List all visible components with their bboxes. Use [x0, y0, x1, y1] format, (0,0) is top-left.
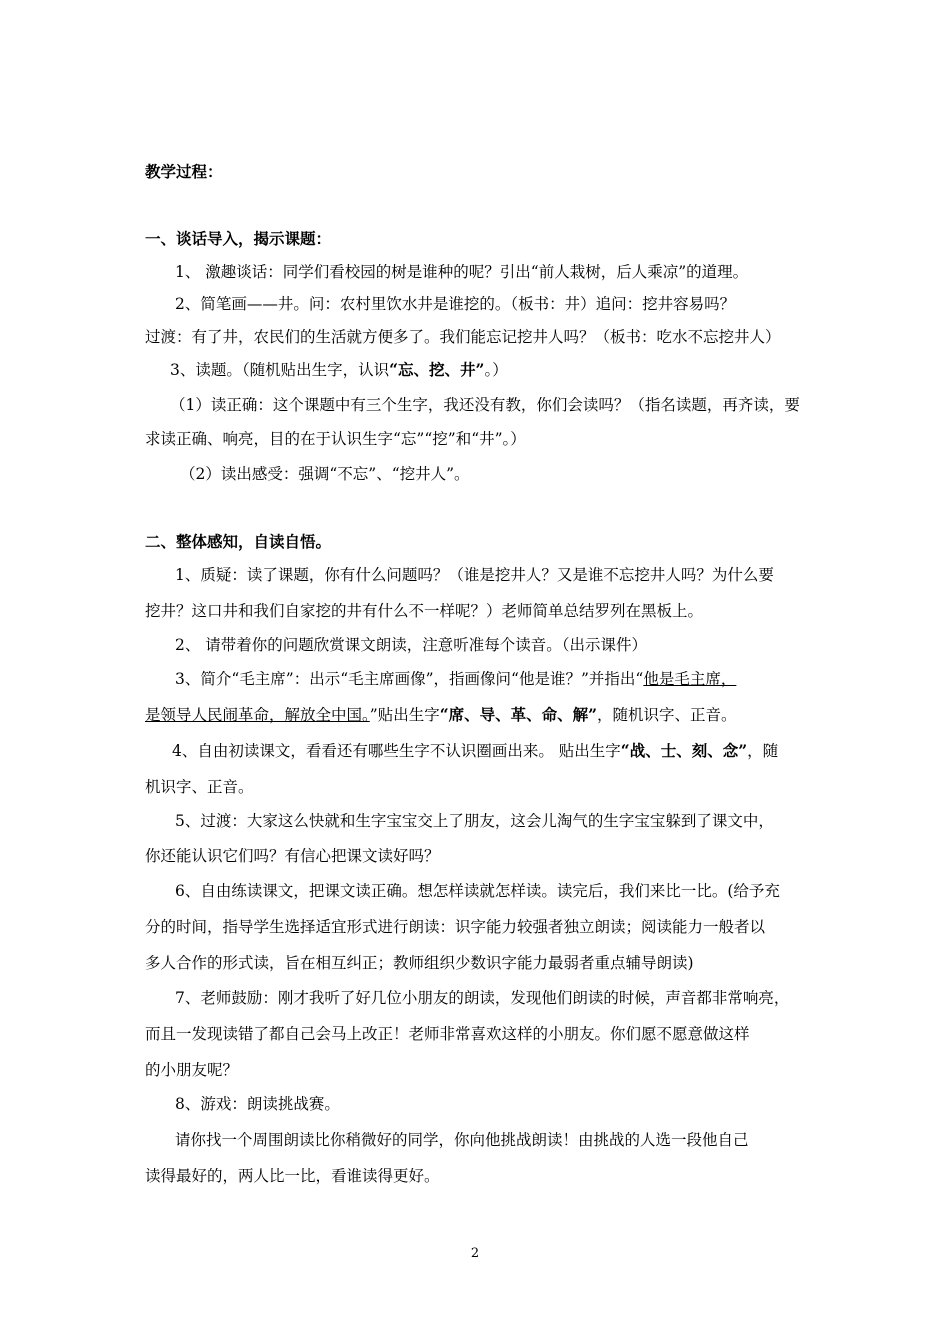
text-segment: 3、读题。（随机贴出生字，认识	[170, 361, 390, 379]
bold-characters: “忘、挖、井”	[389, 360, 485, 379]
section-2-title: 二、整体感知，自读自悟。	[145, 532, 332, 551]
paragraph	[172, 741, 778, 761]
text-segment: 。）	[484, 361, 508, 379]
text-segment: ”贴出生字	[369, 706, 440, 724]
bold-characters: “战、士、刻、念”	[620, 741, 748, 760]
paragraph: 6、自由练读课文，把课文读正确。想怎样读就怎样读。读完后，我们来比一比。(给予充	[175, 882, 780, 900]
paragraph: 而且一发现读错了都自己会马上改正！老师非常喜欢这样的小朋友。你们愿不愿意做这样	[145, 1025, 750, 1043]
paragraph: 机识字、正音。	[145, 778, 254, 796]
paragraph	[175, 669, 736, 689]
paragraph: 过渡：有了井，农民们的生活就方便多了。我们能忘记挖井人吗？（板书：吃水不忘挖井人）	[145, 328, 781, 346]
paragraph: 2、简笔画——井。问：农村里饮水井是谁挖的。（板书：井）追问：挖井容易吗？	[175, 295, 736, 313]
paragraph: （2）读出感受：强调“不忘”、“挖井人”。	[180, 465, 470, 483]
paragraph: 多人合作的形式读，旨在相互纠正；教师组织少数识字能力最弱者重点辅导朗读)	[145, 954, 694, 972]
paragraph: 1、 激趣谈话：同学们看校园的树是谁种的呢？引出“前人栽树，后人乘凉”的道理。	[175, 263, 749, 281]
text-segment: ，随机识字、正音。	[597, 706, 737, 724]
paragraph: 挖井？这口井和我们自家挖的井有什么不一样呢？）老师简单总结罗列在黑板上。	[145, 602, 704, 620]
underlined-text: 他是毛主席，	[643, 670, 737, 688]
text-segment: ，随	[747, 742, 779, 760]
paragraph: 8、游戏：朗读挑战赛。	[175, 1095, 340, 1113]
paragraph: 求读正确、响亮，目的在于认识生字“忘”“挖”和“井”。）	[145, 430, 526, 448]
paragraph	[145, 705, 737, 725]
paragraph: 的小朋友呢？	[145, 1061, 239, 1079]
paragraph: 读得最好的，两人比一比，看谁读得更好。	[145, 1167, 440, 1185]
bold-characters: “席、导、革、命、解”	[439, 705, 598, 724]
section-1-title: 一、谈话导入，揭示课题：	[145, 229, 332, 248]
heading-teaching-process: 教学过程：	[145, 162, 223, 181]
paragraph: 请你找一个周围朗读比你稍微好的同学，你向他挑战朗读！由挑战的人选一段他自己	[175, 1131, 749, 1149]
underlined-text: 是领导人民闹革命，解放全中国。	[145, 706, 370, 724]
text-segment: 4、自由初读课文，看看还有哪些生字不认识圈画出来。 贴出生字	[172, 742, 621, 760]
paragraph: 2、 请带着你的问题欣赏课文朗读，注意听准每个读音。（出示课件）	[175, 636, 648, 654]
paragraph: （1）读正确：这个课题中有三个生字，我还没有教，你们会读吗？（指名读题，再齐读，要	[170, 396, 800, 414]
paragraph: 5、过渡：大家这么快就和生字宝宝交上了朋友，这会儿淘气的生字宝宝躲到了课文中，	[175, 812, 774, 830]
text-segment: 3、简介“毛主席”：出示“毛主席画像”，指画像问“他是谁？”并指出“	[175, 670, 644, 688]
paragraph: 你还能认识它们吗？有信心把课文读好吗？	[145, 847, 440, 865]
paragraph: 分的时间，指导学生选择适宜形式进行朗读：识字能力较强者独立朗读；阅读能力一般者以	[145, 918, 766, 936]
paragraph: 7、老师鼓励：刚才我听了好几位小朋友的朗读，发现他们朗读的时候，声音都非常响亮，	[175, 989, 790, 1007]
page-number: 2	[470, 1246, 480, 1261]
paragraph: 1、质疑：读了课题，你有什么问题吗？（谁是挖井人？又是谁不忘挖井人吗？为什么要	[175, 566, 774, 584]
paragraph	[170, 360, 508, 380]
